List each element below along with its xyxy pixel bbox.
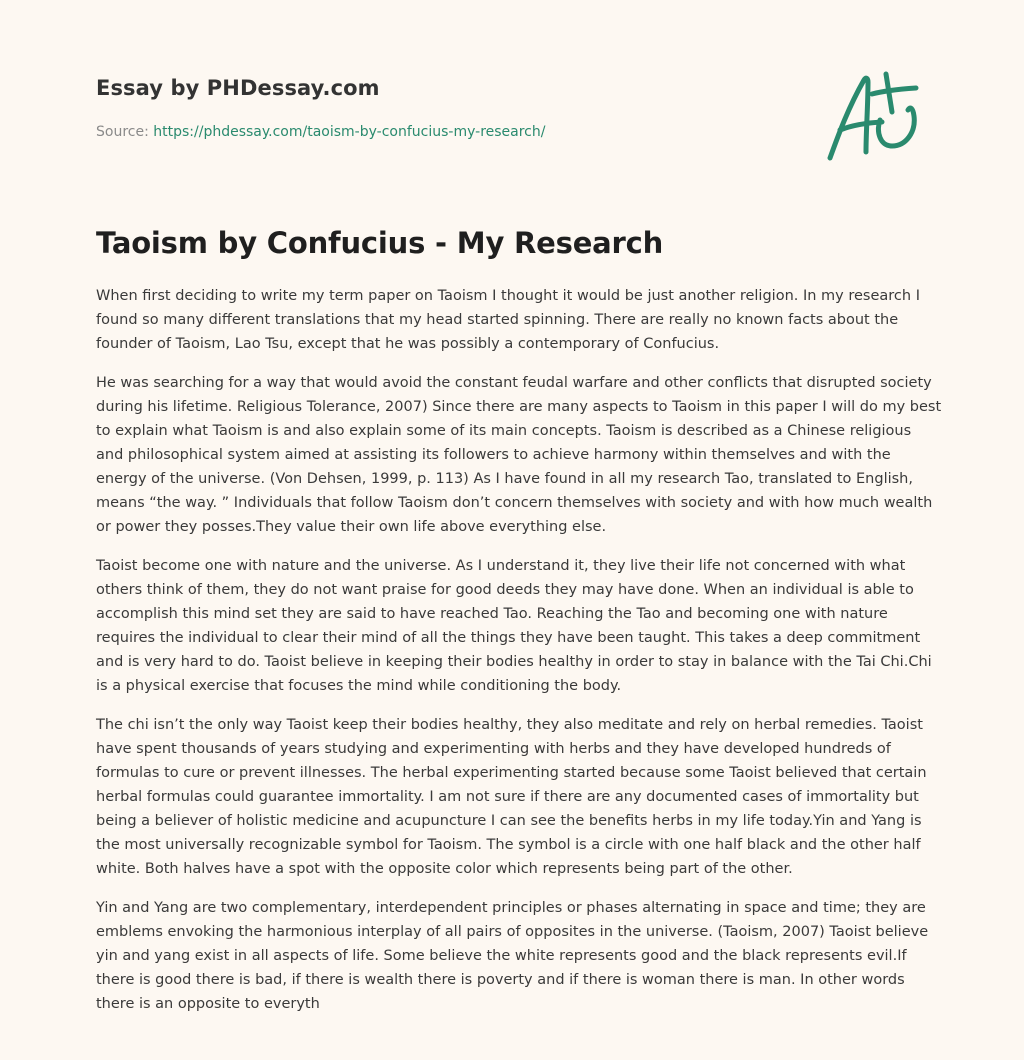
site-title: Essay by PHDessay.com [96,76,380,100]
a-plus-logo-icon [820,66,930,166]
essay-paragraph: The chi isn’t the only way Taoist keep their bodies healthy, they also meditate and rely on herbal remedies. Taoist have spent thousands of years studying and experimenting with herbs and they have developed hundreds of formulas to cure or prevent illnesses. The herbal experimenting started because some Taoist believed that certain herbal formulas could guarantee immortality. I am not sure if there are any documented cases of immortality but being a believer of holistic medicine and acupuncture I can see the benefits herbs in my life today.Yin and Yang is the most universally recognizable symbol for Taoism. The symbol is a circle with one half black and the other half white. Both halves have a spot with the opposite color which represents being part of the other. [96,717,927,877]
source-link[interactable]: https://phdessay.com/taoism-by-confucius-my-research/ [153,124,546,140]
essay-paragraph: Yin and Yang are two complementary, interdependent principles or phases alternating in space and time; they are emblems envoking the harmonious interplay of all pairs of opposites in the universe. (Taoism, 2007) Taoist believe yin and yang exist in all aspects of life. Some believe the white represents good and the black represents evil.If there is good there is bad, if there is wealth there is poverty and if there is woman there is man. In other words there is an opposite to everyth [96,900,929,1012]
essay-title: Taoism by Confucius - My Research [96,226,664,260]
essay-paragraph: He was searching for a way that would avoid the constant feudal warfare and other conflicts that disrupted society during his lifetime. Religious Tolerance, 2007) Since there are many aspects to Taoism in this paper I will do my best to explain what Taoism is and also explain some of its main concepts. Taoism is described as a Chinese religious and philosophical system aimed at assisting its followers to achieve harmony within themselves and with the energy of the universe. (Von Dehsen, 1999, p. 113) As I have found in all my research Tao, translated to English, means “the way. ” Individuals that follow Taoism don’t concern themselves with society and with how much wealth or power they posses.They value their own life above everything else. [96,375,942,535]
essay-paragraph: Taoist become one with nature and the universe. As I understand it, they live their life not concerned with what others think of them, they do not want praise for good deeds they may have done. When an individual is able to accomplish this mind set they are said to have reached Tao. Reaching the Tao and becoming one with nature requires the individual to clear their mind of all the things they have been taught. This takes a deep commitment and is very hard to do. Taoist believe in keeping their bodies healthy in order to stay in balance with the Tai Chi.Chi is a physical exercise that focuses the mind while conditioning the body. [96,558,932,694]
source-label: Source: [96,124,149,140]
essay-body [96,284,942,1031]
source-line [96,124,545,140]
essay-paragraph: When first deciding to write my term paper on Taoism I thought it would be just another religion. In my research I found so many different translations that my head started spinning. There are really no known facts about the founder of Taoism, Lao Tsu, except that he was possibly a contemporary of Confucius. [96,288,920,352]
